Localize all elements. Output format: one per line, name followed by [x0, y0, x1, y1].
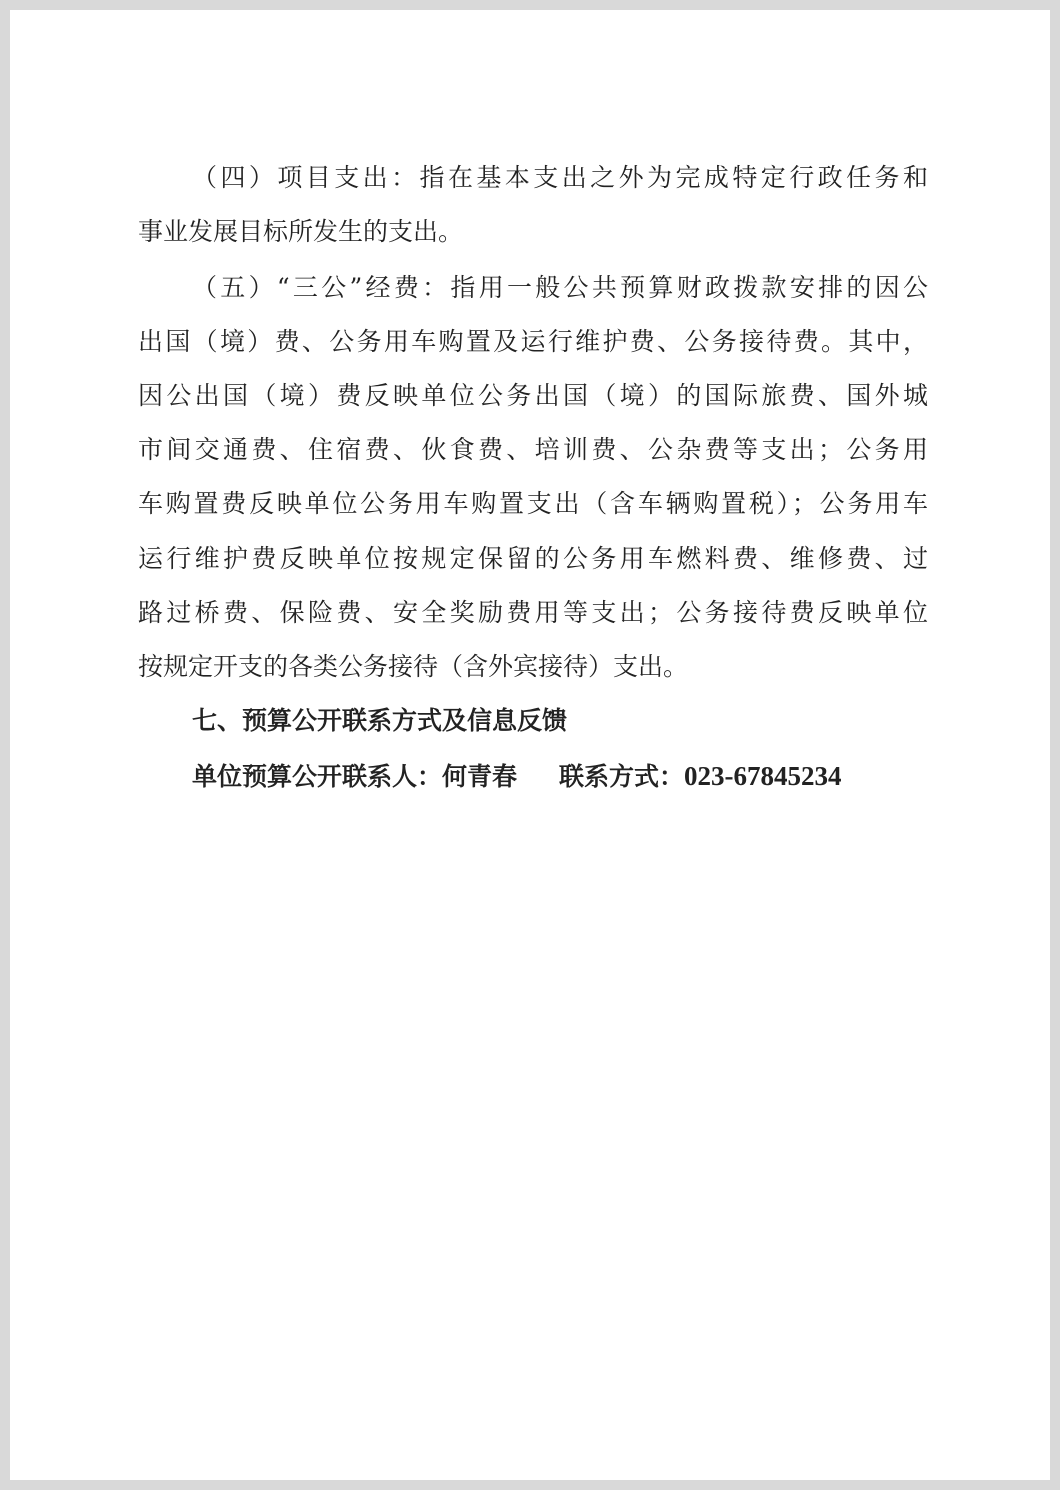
contact-person-name: 何青春 [442, 762, 518, 791]
paragraph-5-line-4: 市间交通费、住宿费、伙食费、培训费、公杂费等支出；公务用 [138, 435, 928, 464]
contact-line [192, 756, 842, 796]
paragraph-5-line-7: 路过桥费、保险费、安全奖励费用等支出；公务接待费反映单位 [138, 598, 928, 627]
paragraph-5-line-5: 车购置费反映单位公务用车购置支出（含车辆购置税）；公务用车 [138, 489, 928, 518]
paragraph-4-line-1: （四）项目支出：指在基本支出之外为完成特定行政任务和 [192, 163, 928, 192]
paragraph-5-line-3: 因公出国（境）费反映单位公务出国（境）的国际旅费、国外城 [138, 381, 928, 410]
contact-person-label: 单位预算公开联系人： [192, 762, 443, 791]
section-heading: 七、预算公开联系方式及信息反馈 [192, 706, 568, 735]
document-page [10, 10, 1050, 1480]
paragraph-5-line-2: 出国（境）费、公务用车购置及运行维护费、公务接待费。其中， [138, 327, 928, 356]
contact-method-label: 联系方式： [559, 762, 685, 791]
paragraph-5-line-6: 运行维护费反映单位按规定保留的公务用车燃料费、维修费、过 [138, 544, 928, 573]
paragraph-5-line-8: 按规定开支的各类公务接待（含外宾接待）支出。 [138, 652, 689, 681]
paragraph-5-line-1: （五）“三公”经费：指用一般公共预算财政拨款安排的因公 [192, 273, 928, 302]
paragraph-4-line-2: 事业发展目标所发生的支出。 [138, 217, 464, 246]
contact-phone: 023-67845234 [684, 761, 842, 791]
